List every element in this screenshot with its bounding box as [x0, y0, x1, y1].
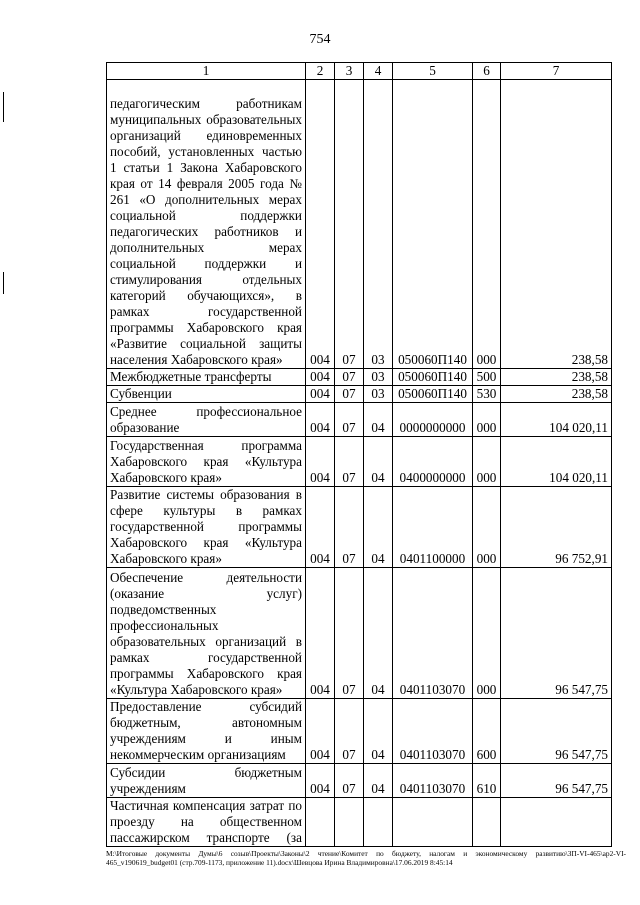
expense-type-cell: 000: [473, 80, 501, 369]
column-header: 4: [364, 63, 393, 80]
table-row: [107, 568, 612, 699]
amount-cell: 96 547,75: [501, 764, 612, 798]
table-row: [107, 437, 612, 487]
section-code-cell: 07: [335, 403, 364, 437]
column-header: 5: [393, 63, 473, 80]
document-path-footer: M:\Итоговые документы Думы\6 созыв\Проекты\Законы\2 чтение\Комитет по бюджету, налогам и экономическому развитию\ЗП-VI-465\ар2-VI-465_v190619_budget01 (стр.709-1173, приложение 11).docx\Шевцова Ирина Владимировна\17.06.2019 8:45:14: [106, 849, 626, 867]
row-name-cell: Частичная компенсация затрат по проезду на общественном пассажирском транспорте (за: [107, 798, 306, 847]
chapter-code-cell: 004: [306, 764, 335, 798]
section-code-cell: 07: [335, 369, 364, 386]
chapter-code-cell: 004: [306, 699, 335, 764]
chapter-code-cell: 004: [306, 403, 335, 437]
section-code-cell: 07: [335, 568, 364, 699]
amount-cell: 96 752,91: [501, 487, 612, 568]
amount-cell: 238,58: [501, 369, 612, 386]
expense-type-cell: 600: [473, 699, 501, 764]
expense-type-cell: 610: [473, 764, 501, 798]
section-code-cell: 07: [335, 437, 364, 487]
row-name-cell: педагогическим работникам муниципальных образовательных организаций единовременных пособий, установленных частью 1 статьи 1 Закона Хабаровского края от 14 февраля 2005 года № 261 «О дополнительных мерах социальной поддержки педагогических работников и дополнительных мерах социальной поддержки и стимулирования отдельных категорий обучающихся», в рамках государственной программы Хабаровского края «Развитие социальной защиты населения Хабаровского края»: [107, 80, 306, 369]
section-code-cell: 07: [335, 386, 364, 403]
target-article-cell: [393, 798, 473, 847]
row-name-cell: Развитие системы образования в сфере культуры в рамках государственной программы Хабаровского края «Культура Хабаровского края»: [107, 487, 306, 568]
target-article-cell: 0000000000: [393, 403, 473, 437]
row-name-cell: Обеспечение деятельности (оказание услуг) подведомственных профессиональных образовательных организаций в рамках государственной программы Хабаровского края «Культура Хабаровского края»: [107, 568, 306, 699]
section-code-cell: [335, 798, 364, 847]
section-code-cell: 07: [335, 764, 364, 798]
header-row: [107, 63, 612, 80]
row-name-cell: Субвенции: [107, 386, 306, 403]
expense-type-cell: 000: [473, 568, 501, 699]
table-row: [107, 386, 612, 403]
amount-cell: 104 020,11: [501, 437, 612, 487]
section-code-cell: 07: [335, 699, 364, 764]
row-name-cell: Среднее профессиональное образование: [107, 403, 306, 437]
chapter-code-cell: 004: [306, 568, 335, 699]
amount-cell: 96 547,75: [501, 699, 612, 764]
chapter-code-cell: [306, 798, 335, 847]
target-article-cell: 050060П140: [393, 369, 473, 386]
column-header: 3: [335, 63, 364, 80]
column-header: 1: [107, 63, 306, 80]
row-name-cell: Государственная программа Хабаровского края «Культура Хабаровского края»: [107, 437, 306, 487]
amount-cell: 238,58: [501, 386, 612, 403]
column-header: 7: [501, 63, 612, 80]
subsection-code-cell: 04: [364, 487, 393, 568]
expense-type-cell: 000: [473, 437, 501, 487]
subsection-code-cell: 03: [364, 80, 393, 369]
margin-mark: [3, 92, 4, 122]
subsection-code-cell: 04: [364, 568, 393, 699]
amount-cell: 104 020,11: [501, 403, 612, 437]
section-code-cell: 07: [335, 487, 364, 568]
budget-table: [106, 62, 612, 847]
chapter-code-cell: 004: [306, 437, 335, 487]
target-article-cell: 0401103070: [393, 568, 473, 699]
expense-type-cell: 530: [473, 386, 501, 403]
table-row: [107, 403, 612, 437]
target-article-cell: 0401103070: [393, 699, 473, 764]
expense-type-cell: 500: [473, 369, 501, 386]
subsection-code-cell: 04: [364, 764, 393, 798]
chapter-code-cell: 004: [306, 80, 335, 369]
target-article-cell: 0401100000: [393, 487, 473, 568]
expense-type-cell: 000: [473, 403, 501, 437]
chapter-code-cell: 004: [306, 386, 335, 403]
subsection-code-cell: 04: [364, 437, 393, 487]
chapter-code-cell: 004: [306, 487, 335, 568]
subsection-code-cell: 04: [364, 403, 393, 437]
expense-type-cell: [473, 798, 501, 847]
chapter-code-cell: 004: [306, 369, 335, 386]
target-article-cell: 050060П140: [393, 386, 473, 403]
subsection-code-cell: 04: [364, 699, 393, 764]
table-row: [107, 487, 612, 568]
column-header: 6: [473, 63, 501, 80]
row-name-cell: Межбюджетные трансферты: [107, 369, 306, 386]
row-name-cell: Предоставление субсидий бюджетным, автономным учреждениям и иным некоммерческим организациям: [107, 699, 306, 764]
margin-mark: [3, 272, 4, 294]
table-row: [107, 699, 612, 764]
page-number: 754: [309, 32, 331, 47]
table-row: [107, 80, 612, 369]
amount-cell: 238,58: [501, 80, 612, 369]
subsection-code-cell: 03: [364, 369, 393, 386]
target-article-cell: 0400000000: [393, 437, 473, 487]
table-row: [107, 764, 612, 798]
subsection-code-cell: [364, 798, 393, 847]
table-row: [107, 369, 612, 386]
section-code-cell: 07: [335, 80, 364, 369]
target-article-cell: 050060П140: [393, 80, 473, 369]
target-article-cell: 0401103070: [393, 764, 473, 798]
column-header: 2: [306, 63, 335, 80]
row-name-cell: Субсидии бюджетным учреждениям: [107, 764, 306, 798]
subsection-code-cell: 03: [364, 386, 393, 403]
amount-cell: [501, 798, 612, 847]
table-row: [107, 798, 612, 847]
amount-cell: 96 547,75: [501, 568, 612, 699]
expense-type-cell: 000: [473, 487, 501, 568]
